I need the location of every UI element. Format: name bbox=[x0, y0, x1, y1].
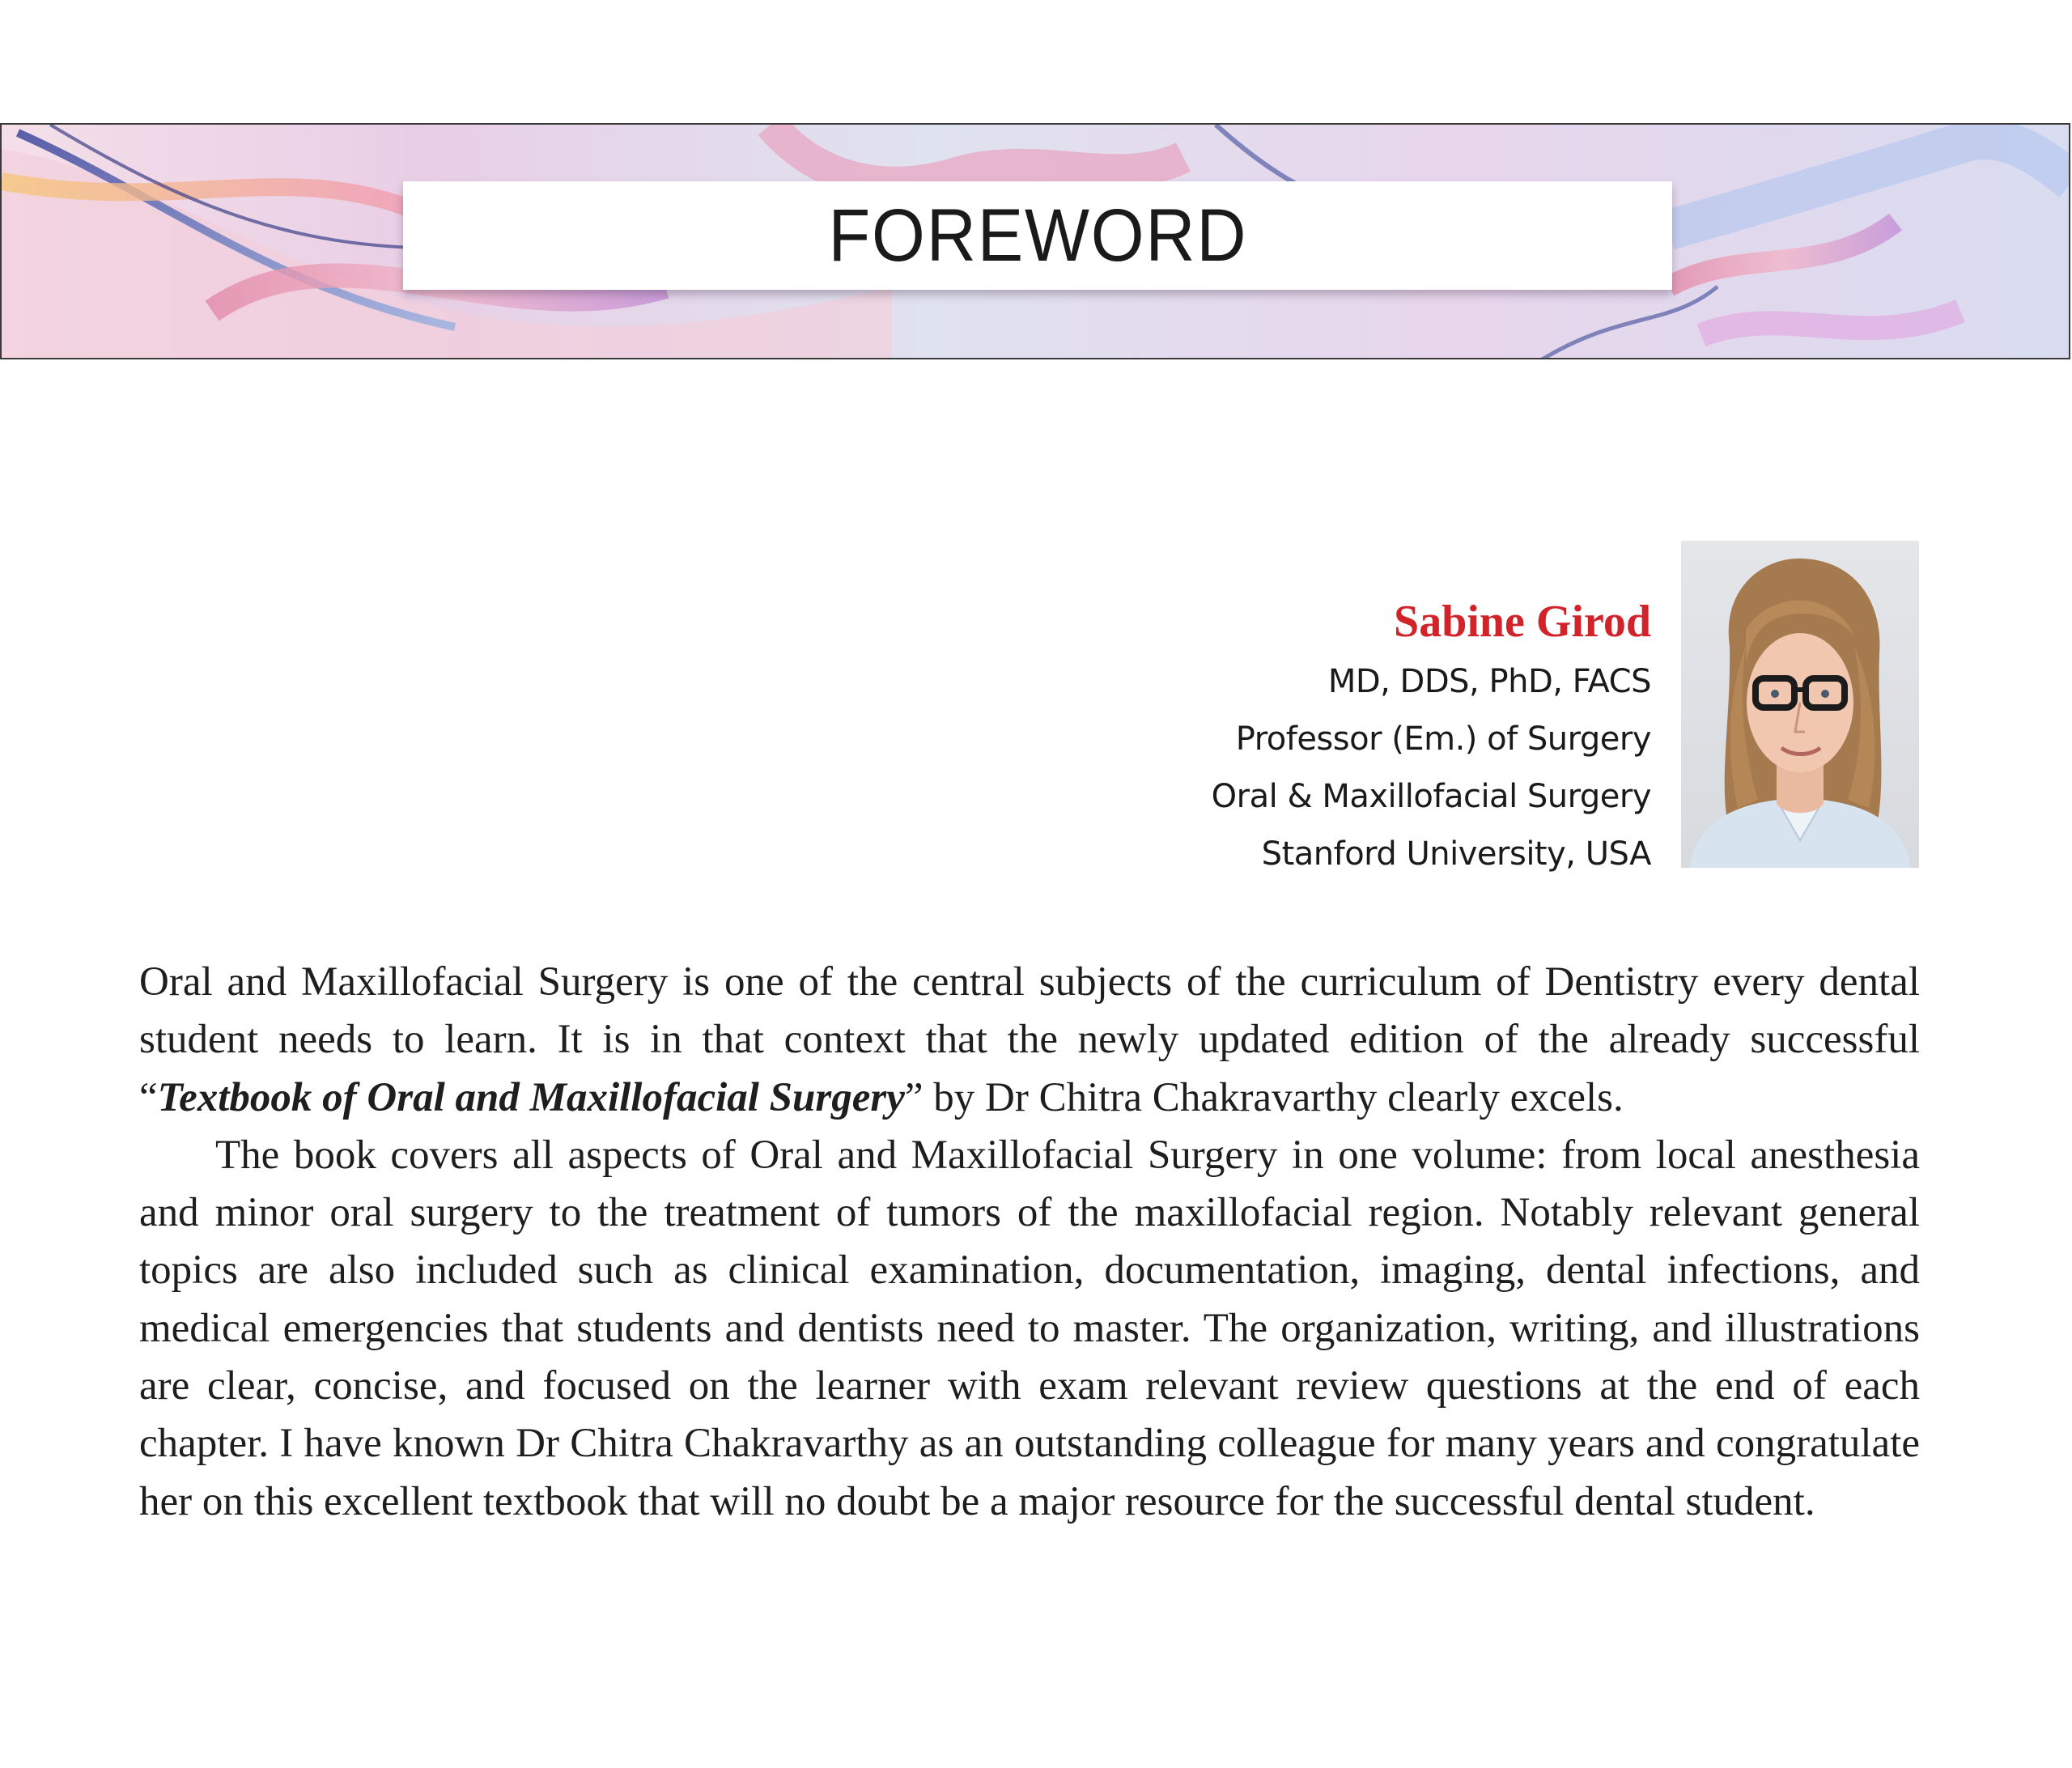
author-credentials: MD, DDS, PhD, FACS bbox=[1327, 663, 1651, 700]
author-name: Sabine Girod bbox=[1394, 597, 1651, 647]
body-paragraph-1 bbox=[139, 954, 1920, 1127]
author-position: Professor (Em.) of Surgery bbox=[1235, 720, 1651, 758]
author-department: Oral & Maxillofacial Surgery bbox=[1211, 778, 1651, 815]
book-title: Textbook of Oral and Maxillofacial Surgery bbox=[157, 1074, 905, 1120]
body-paragraph-2: The book covers all aspects of Oral and Maxillofacial Surgery in one volume: from local anesthesia and minor oral surgery to the treatment of tumors of the maxillofacial region. Notably relevant general topics are also included such as clinical examination, documentation, imaging, dental infections, and medical emergencies that students and dentists need to master. The organization, writing, and illustrations are clear, concise, and focused on the learner with exam relevant review questions at the end of each chapter. I have known Dr Chitra Chakravarthy as an outstanding colleague for many years and congratulate her on this excellent textbook that will no doubt be a major resource for the successful dental student. bbox=[139, 1132, 1920, 1524]
author-institution: Stanford University, USA bbox=[1261, 835, 1651, 873]
paragraph-1-ending: ” by Dr Chitra Chakravarthy clearly excels. bbox=[904, 1074, 1624, 1120]
foreword-body bbox=[139, 954, 1920, 1531]
banner-title-box bbox=[403, 181, 1672, 290]
foreword-banner bbox=[0, 123, 2070, 359]
author-photo bbox=[1681, 541, 1919, 868]
author-portrait-image bbox=[1681, 541, 1919, 868]
paragraph-1-intro: Oral and Maxillofacial Surgery is one of the central subjects of the curriculum of Dentistry every dental student needs to learn. It is in that context that the newly updated edition of the already successful “ bbox=[139, 959, 1920, 1120]
author-block bbox=[1212, 595, 1651, 883]
page-title: FOREWORD bbox=[828, 193, 1247, 277]
